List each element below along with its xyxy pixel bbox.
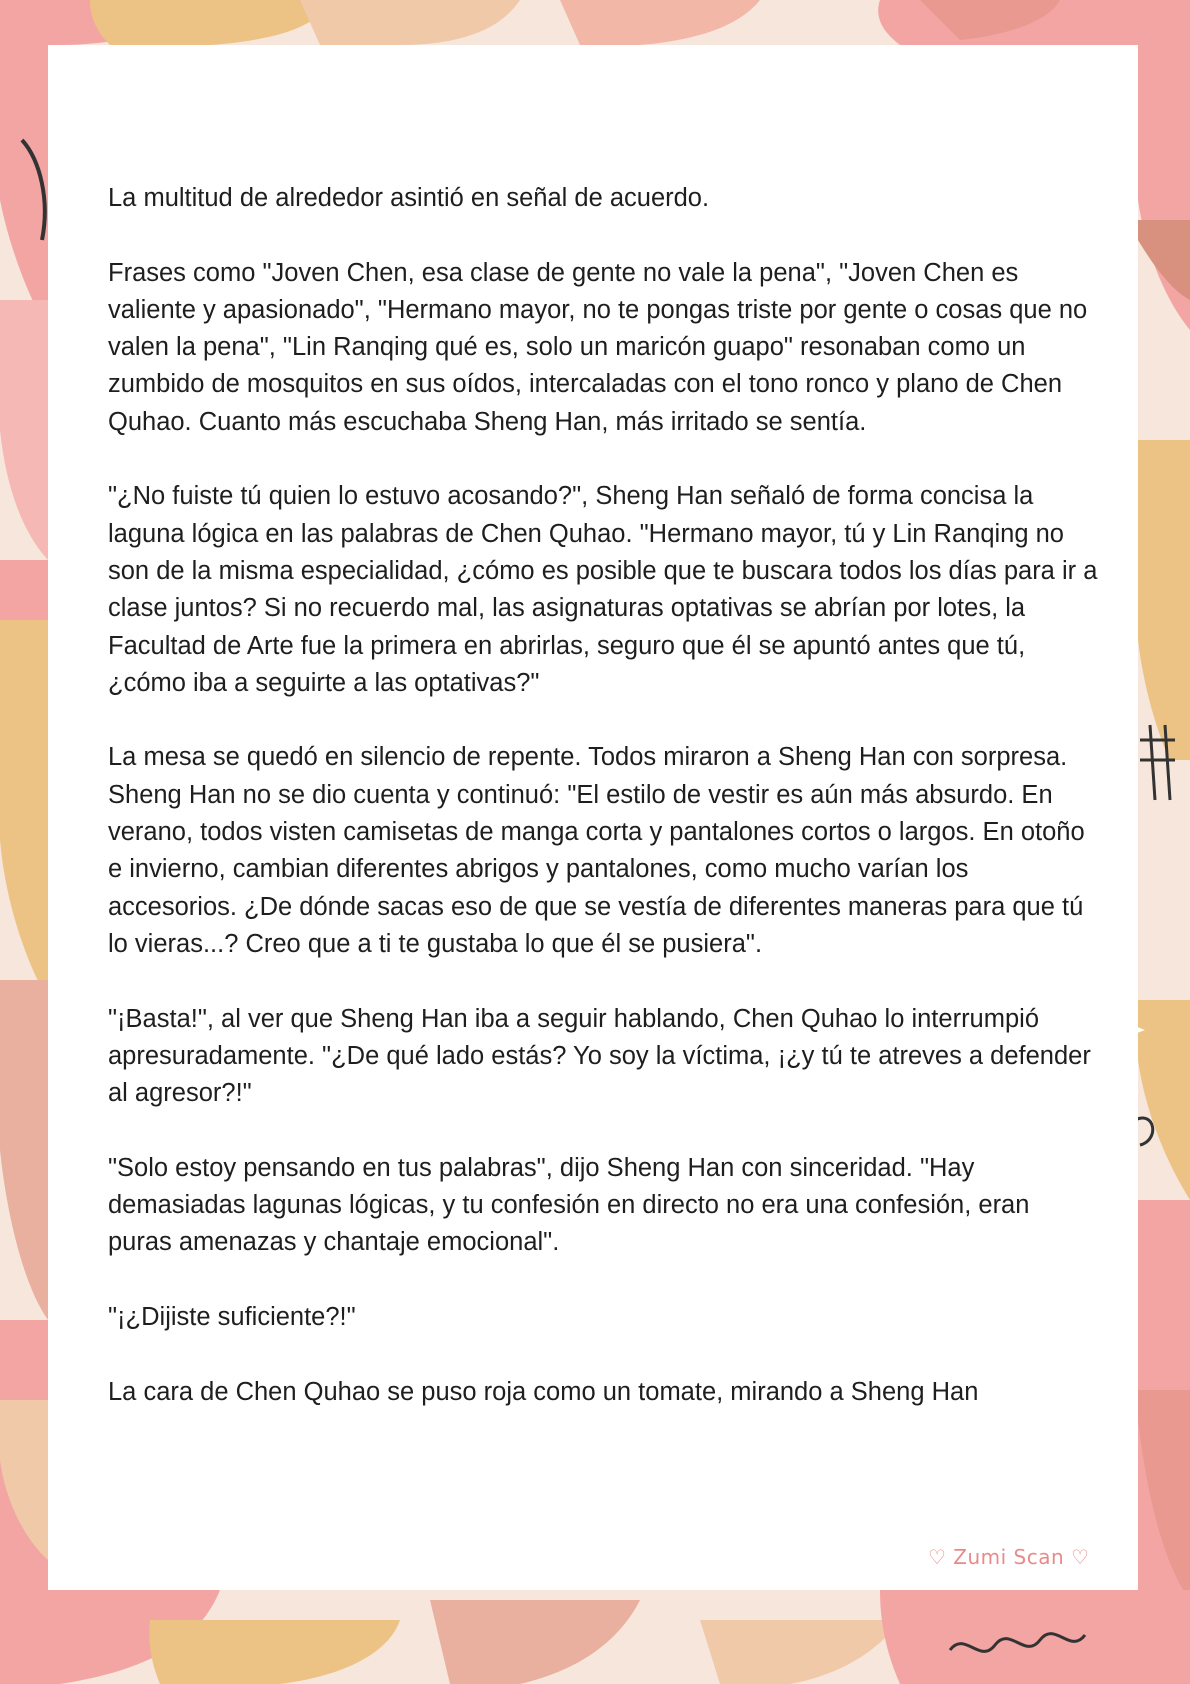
paragraph: La mesa se quedó en silencio de repente. Todos miraron a Sheng Han con sorpresa. Sheng Han no se dio cuenta y continuó: "El estilo de vestir es aún más absurdo. En verano, todos visten camisetas de manga corta y pantalones cortos o largos. En otoño e invierno, cambian diferentes abrigos y pantalones, como mucho varían los accesorios. ¿De dónde sacas eso de que se vestía de diferentes maneras para que tú lo vieras...? Creo que a ti te gustaba lo que él se pusiera".: [108, 743, 1085, 958]
paragraph: La cara de Chen Quhao se puso roja como un tomate, mirando a Sheng Han: [108, 1377, 979, 1406]
document-page: [48, 45, 1138, 1590]
paragraph: "¡¿Dijiste suficiente?!": [108, 1302, 356, 1331]
scanlator-credit: ♡ Zumi Scan ♡: [928, 1545, 1090, 1569]
document-body: [108, 180, 1098, 1448]
paragraph: Frases como "Joven Chen, esa clase de gente no vale la pena", "Joven Chen es valiente y apasionado", "Hermano mayor, no te pongas triste por gente o cosas que no valen la pena", "Lin Ranqing qué es, solo un maricón guapo" resonaban como un zumbido de mosquitos en sus oídos, intercaladas con el tono ronco y plano de Chen Quhao. Cuanto más escuchaba Sheng Han, más irritado se sentía.: [108, 258, 1088, 436]
paragraph: "Solo estoy pensando en tus palabras", dijo Sheng Han con sinceridad. "Hay demasiadas lagunas lógicas, y tu confesión en directo no era una confesión, eran puras amenazas y chantaje emocional".: [108, 1153, 1030, 1257]
paragraph: "¿No fuiste tú quien lo estuvo acosando?", Sheng Han señaló de forma concisa la laguna lógica en las palabras de Chen Quhao. "Hermano mayor, tú y Lin Ranqing no son de la misma especialidad, ¿cómo es posible que te buscara todos los días para ir a clase juntos? Si no recuerdo mal, las asignaturas optativas se abrían por lotes, la Facultad de Arte fue la primera en abrirlas, seguro que él se apuntó antes que tú, ¿cómo iba a seguirte a las optativas?": [108, 482, 1098, 697]
paragraph: La multitud de alrededor asintió en señal de acuerdo.: [108, 184, 710, 212]
paragraph: "¡Basta!", al ver que Sheng Han iba a seguir hablando, Chen Quhao lo interrumpió apresuradamente. "¿De qué lado estás? Yo soy la víctima, ¡¿y tú te atreves a defender al agresor?!": [108, 1004, 1091, 1108]
